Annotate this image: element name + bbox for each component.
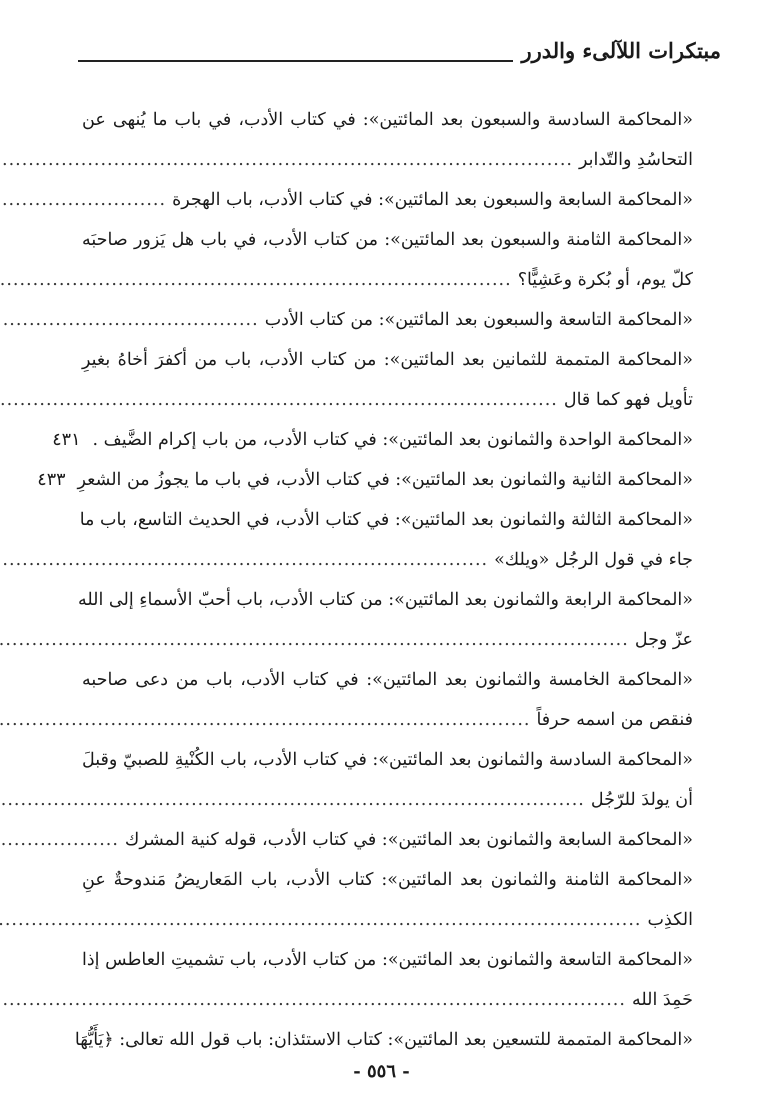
dot-leader	[0, 620, 629, 660]
dot-leader	[0, 900, 641, 940]
toc-entry-line	[82, 980, 693, 1020]
dot-leader	[0, 260, 512, 300]
toc-entry-line	[82, 620, 693, 660]
toc-entry-line	[82, 140, 693, 180]
toc-entry-text: كلّ يوم، أو بُكرة وعَشِيًّا؟	[517, 270, 693, 290]
dot-leader	[0, 300, 259, 340]
toc-entry-text: عزّ وجل	[634, 630, 693, 650]
toc-entry-line	[82, 340, 693, 380]
toc-entry-line	[82, 820, 693, 860]
toc-entry-text: «المحاكمة السابعة والسبعون بعد المائتين»: في كتاب الأدب، باب الهجرة	[172, 190, 693, 210]
toc-entry-text: التحاسُدِ والتّدابر	[578, 150, 693, 170]
toc-entry-text: «المحاكمة الثامنة والثمانون بعد المائتين»: كتاب الأدب، باب المَعاريضُ مَندوحةٌ عنِ	[82, 870, 693, 890]
dot-leader	[0, 780, 585, 820]
toc-entry-line	[52, 420, 693, 460]
toc-entry-line	[82, 100, 693, 140]
toc-entry-text: جاء في قول الرجُل «ويلك»	[494, 550, 693, 570]
toc-entry-line	[74, 1020, 693, 1060]
toc-entry-text: «المحاكمة السادسة والسبعون بعد المائتين»: في كتاب الأدب، في باب ما يُنهى عن	[82, 110, 693, 130]
dot-leader	[0, 380, 558, 420]
toc-entry-text: أن يولدَ للرّجُل	[590, 790, 693, 810]
toc-entry-line	[37, 460, 693, 500]
toc-entry-text: تأويل فهو كما قال	[563, 390, 693, 410]
dot-leader	[0, 180, 166, 220]
toc-entry-line	[82, 780, 693, 820]
toc-entry-text: «المحاكمة المتممة للتسعين بعد المائتين»: كتاب الاستئذان: باب قول الله تعالى: ﴿يَأَيُّهَا	[74, 1030, 693, 1050]
toc-page-number: ٤٣٣	[37, 470, 66, 490]
dot-leader	[0, 140, 573, 180]
page-number: - ٥٥٦ -	[353, 1061, 410, 1082]
running-title: مبتكرات اللآلىء والدرر	[513, 38, 721, 63]
toc-entry-line	[82, 940, 693, 980]
toc-entry-text: «المحاكمة التاسعة والسبعون بعد المائتين»: من كتاب الأدب	[264, 310, 693, 330]
toc-entry-line	[82, 700, 693, 740]
dot-leader	[0, 980, 626, 1020]
toc-entry-text: حَمِدَ الله	[631, 990, 693, 1010]
toc-entry-line	[82, 540, 693, 580]
toc-entry-line	[82, 300, 693, 340]
toc-entry-text: «المحاكمة الثامنة والسبعون بعد المائتين»: من كتاب الأدب، في باب هل يَزور صاحبَه	[82, 230, 693, 250]
page-header	[78, 38, 721, 68]
toc-entry-line	[82, 860, 693, 900]
toc-entry-line	[82, 740, 693, 780]
toc-entry-text: «المحاكمة السابعة والثمانون بعد المائتين»: في كتاب الأدب، قوله كنية المشرك	[124, 830, 693, 850]
toc-entry-text: «المحاكمة التاسعة والثمانون بعد المائتين»: من كتاب الأدب، باب تشميتِ العاطس إذا	[82, 950, 693, 970]
toc-entry-text: «المحاكمة الخامسة والثمانون بعد المائتين»: في كتاب الأدب، باب من دعى صاحبه	[82, 670, 693, 690]
toc-entry-line	[82, 220, 693, 260]
table-of-contents	[37, 100, 693, 1060]
toc-entry-text: «المحاكمة الثانية والثمانون بعد المائتين»: في كتاب الأدب، في باب ما يجوزُ من الشعرِ	[77, 470, 693, 490]
toc-entry-line	[82, 660, 693, 700]
toc-page-number: ٤٣١	[52, 430, 81, 450]
toc-entry-line	[82, 380, 693, 420]
toc-entry-line	[77, 580, 693, 620]
toc-entry-text: «المحاكمة السادسة والثمانون بعد المائتين»: في كتاب الأدب، باب الكُنْيةِ للصبيّ وقبلَ	[82, 750, 693, 770]
toc-entry-text: «المحاكمة الثالثة والثمانون بعد المائتين»: في كتاب الأدب، في الحديث التاسع، باب ما	[79, 510, 693, 530]
dot-leader	[0, 700, 530, 740]
toc-entry-text: «المحاكمة الواحدة والثمانون بعد المائتين»: في كتاب الأدب، من باب إكرام الضَّيف .	[92, 430, 693, 450]
dot-leader	[0, 820, 119, 860]
dot-leader	[0, 540, 488, 580]
toc-entry-line	[82, 900, 693, 940]
toc-entry-line	[82, 180, 693, 220]
toc-entry-line	[82, 260, 693, 300]
toc-entry-text: فنقص من اسمه حرفاً	[536, 710, 693, 730]
toc-entry-text: «المحاكمة الرابعة والثمانون بعد المائتين»: من كتاب الأدب، باب أحبّ الأسماءِ إلى الله	[77, 590, 693, 610]
toc-entry-text: الكذِب	[647, 910, 693, 930]
toc-entry-line	[79, 500, 693, 540]
toc-entry-text: «المحاكمة المتممة للثمانين بعد المائتين»: من كتاب الأدب، باب من أكفرَ أخاهُ بغيرِ	[82, 350, 693, 370]
